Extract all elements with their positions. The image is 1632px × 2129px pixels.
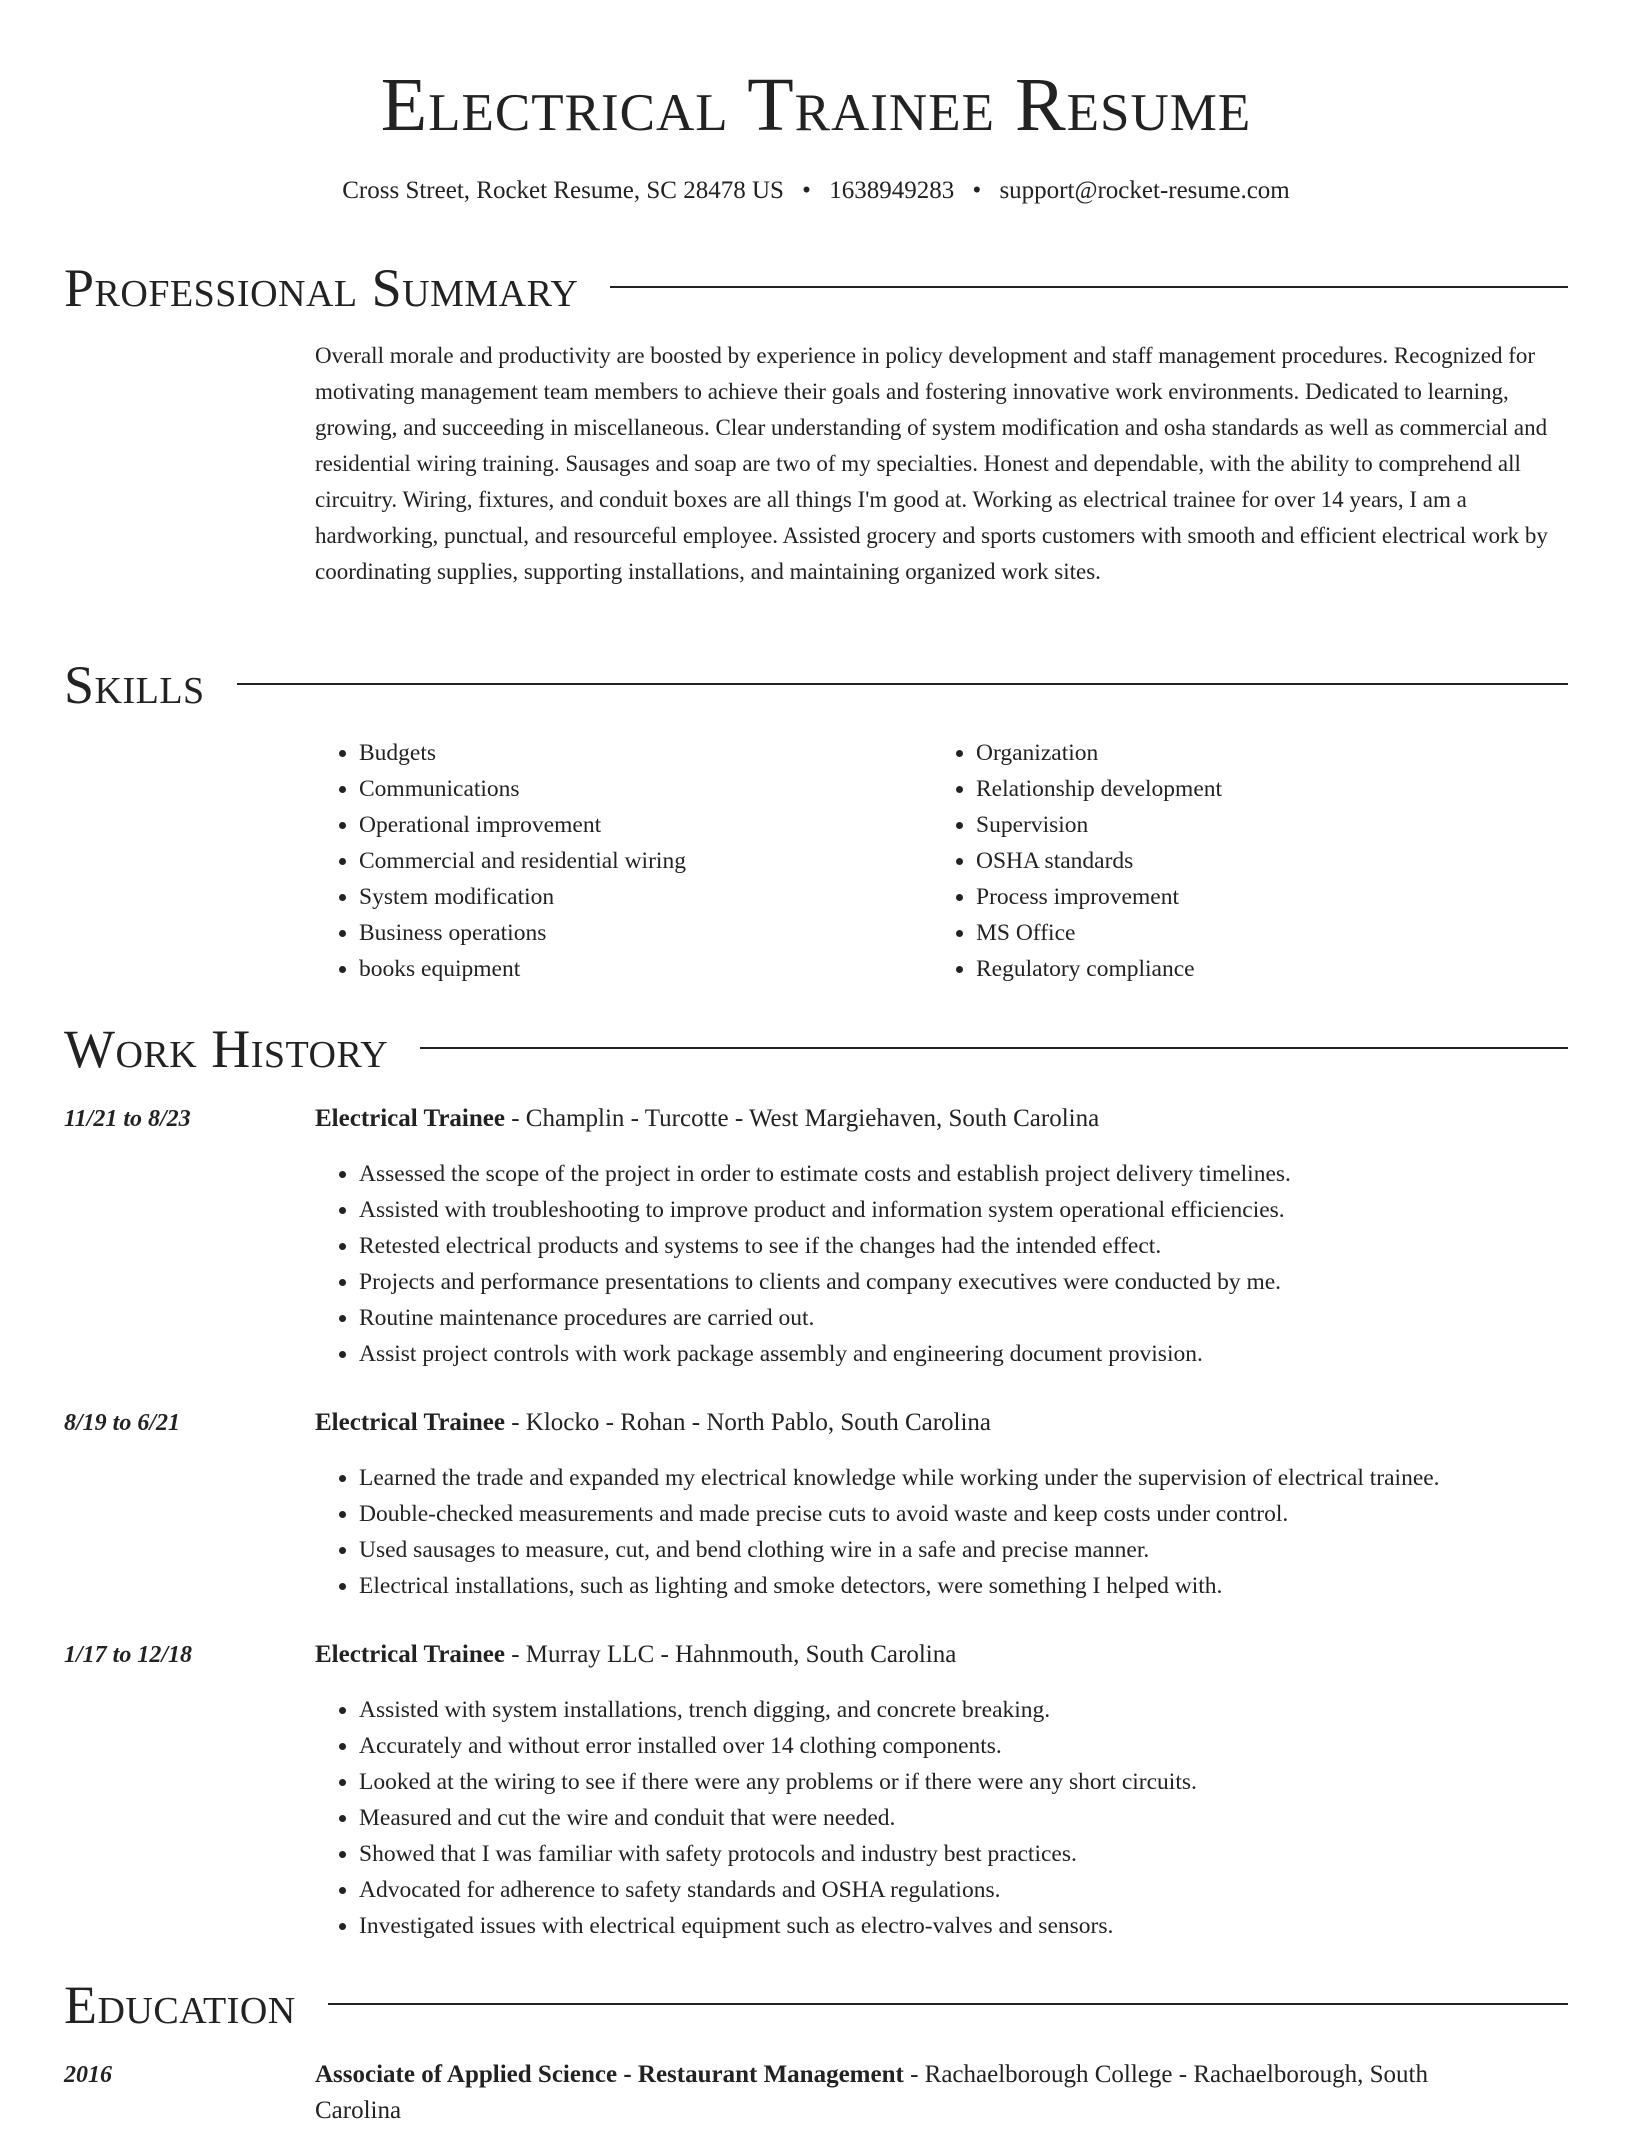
contact-address: Cross Street, Rocket Resume, SC 28478 US	[342, 177, 784, 204]
skills-list-left	[315, 735, 919, 987]
skill-item: • Supervision	[976, 807, 1596, 843]
skill-item: • Business operations	[359, 915, 919, 951]
job-bullet: • Assist project controls with work package assembly and engineering document provision.	[359, 1336, 1568, 1372]
contact-phone: 1638949283	[829, 177, 955, 204]
skill-item: • MS Office	[976, 915, 1596, 951]
skill-item: • books equipment	[359, 951, 919, 987]
work-section-header	[64, 1019, 1568, 1079]
job-dates: 8/19 to 6/21	[64, 1410, 181, 1436]
job-bullet: • Double-checked measurements and made precise cuts to avoid waste and keep costs under control.	[359, 1496, 1568, 1532]
education-degree: Associate of Applied Science - Restaurant Management	[315, 2061, 904, 2088]
skill-item: • Process improvement	[976, 879, 1596, 915]
job-bullet: • Used sausages to measure, cut, and bend clothing wire in a safe and precise manner.	[359, 1532, 1568, 1568]
summary-heading: Professional Summary	[64, 258, 579, 318]
skill-item: • Commercial and residential wiring	[359, 843, 919, 879]
job-title: Electrical Trainee	[315, 1641, 505, 1668]
section-divider	[420, 1047, 1568, 1049]
job-heading	[315, 1405, 1568, 1441]
section-divider	[610, 286, 1568, 288]
skills-list-right	[932, 735, 1596, 987]
job-employer: - Klocko - Rohan - North Pablo, South Carolina	[504, 1409, 992, 1436]
job-title: Electrical Trainee	[315, 1409, 505, 1436]
job-bullet: • Routine maintenance procedures are carried out.	[359, 1300, 1568, 1336]
education-school: - Rachaelborough College - Rachaelborough, South Carolina	[315, 2061, 1428, 2124]
education-heading: Education	[64, 1975, 296, 2035]
education-section-header	[64, 1975, 1568, 2035]
skill-item: • Operational improvement	[359, 807, 919, 843]
job-bullet: • Projects and performance presentations to clients and company executives were conducted by me.	[359, 1264, 1568, 1300]
education-entry	[315, 2057, 1515, 2129]
skill-item: • Relationship development	[976, 771, 1596, 807]
section-divider	[237, 683, 1568, 685]
job-bullet: • Looked at the wiring to see if there were any problems or if there were any short circuits.	[359, 1764, 1568, 1800]
job-bullets	[315, 1156, 1568, 1372]
job-bullet: • Showed that I was familiar with safety protocols and industry best practices.	[359, 1836, 1568, 1872]
job-bullet: • Measured and cut the wire and conduit that were needed.	[359, 1800, 1568, 1836]
job-bullet: • Assessed the scope of the project in order to estimate costs and establish project delivery timelines.	[359, 1156, 1568, 1192]
skill-item: • Communications	[359, 771, 919, 807]
summary-section-header	[64, 258, 1568, 318]
job-title: Electrical Trainee	[315, 1105, 505, 1132]
resume-title: Electrical Trainee Resume	[380, 63, 1252, 147]
job-bullet: • Advocated for adherence to safety standards and OSHA regulations.	[359, 1872, 1568, 1908]
job-dates: 1/17 to 12/18	[64, 1642, 193, 1668]
work-heading: Work History	[64, 1019, 389, 1079]
job-dates: 11/21 to 8/23	[64, 1106, 191, 1132]
job-bullet: • Investigated issues with electrical equipment such as electro-valves and sensors.	[359, 1908, 1568, 1944]
summary-text: Overall morale and productivity are boosted by experience in policy development and staff management procedures. Recognized for motivating management team members to achieve their goals and fostering innovative work environments. Dedicated to learning, growing, and succeeding in miscellaneous. Clear understanding of system modification and osha standards as well as commercial and residential wiring training. Sausages and soap are two of my specialties. Honest and dependable, with the ability to comprehend all circuitry. Wiring, fixtures, and conduit boxes are all things I'm good at. Working as electrical trainee for over 14 years, I am a hardworking, punctual, and resourceful employee. Assisted grocery and sports customers with smooth and efficient electrical work by coordinating supplies, supporting installations, and maintaining organized work sites.	[315, 343, 1548, 584]
job-employer: - Champlin - Turcotte - West Margiehaven, South Carolina	[504, 1105, 1100, 1132]
contact-line	[0, 174, 1632, 208]
skill-item: • System modification	[359, 879, 919, 915]
job-heading	[315, 1637, 1568, 1673]
skill-item: • OSHA standards	[976, 843, 1596, 879]
job-bullets	[315, 1692, 1568, 1944]
job-bullet: • Accurately and without error installed over 14 clothing components.	[359, 1728, 1568, 1764]
skills-heading: Skills	[64, 655, 205, 715]
job-heading	[315, 1101, 1568, 1137]
skill-item: • Budgets	[359, 735, 919, 771]
job-bullet: • Retested electrical products and systems to see if the changes had the intended effect.	[359, 1228, 1568, 1264]
section-divider	[328, 2003, 1568, 2005]
skills-section-header	[64, 655, 1568, 715]
job-bullet: • Assisted with system installations, trench digging, and concrete breaking.	[359, 1692, 1568, 1728]
contact-separator: •	[972, 177, 982, 204]
skill-item: • Organization	[976, 735, 1596, 771]
job-bullets	[315, 1460, 1568, 1604]
job-bullet: • Assisted with troubleshooting to improve product and information system operational efficiencies.	[359, 1192, 1568, 1228]
contact-separator: •	[802, 177, 811, 204]
job-bullet: • Electrical installations, such as lighting and smoke detectors, were something I helped with.	[359, 1568, 1568, 1604]
contact-email: support@rocket-resume.com	[999, 177, 1290, 204]
education-year: 2016	[64, 2062, 112, 2088]
skill-item: • Regulatory compliance	[976, 951, 1596, 987]
job-bullet: • Learned the trade and expanded my electrical knowledge while working under the supervision of electrical trainee.	[359, 1460, 1568, 1496]
job-employer: - Murray LLC - Hahnmouth, South Carolina	[504, 1641, 957, 1668]
